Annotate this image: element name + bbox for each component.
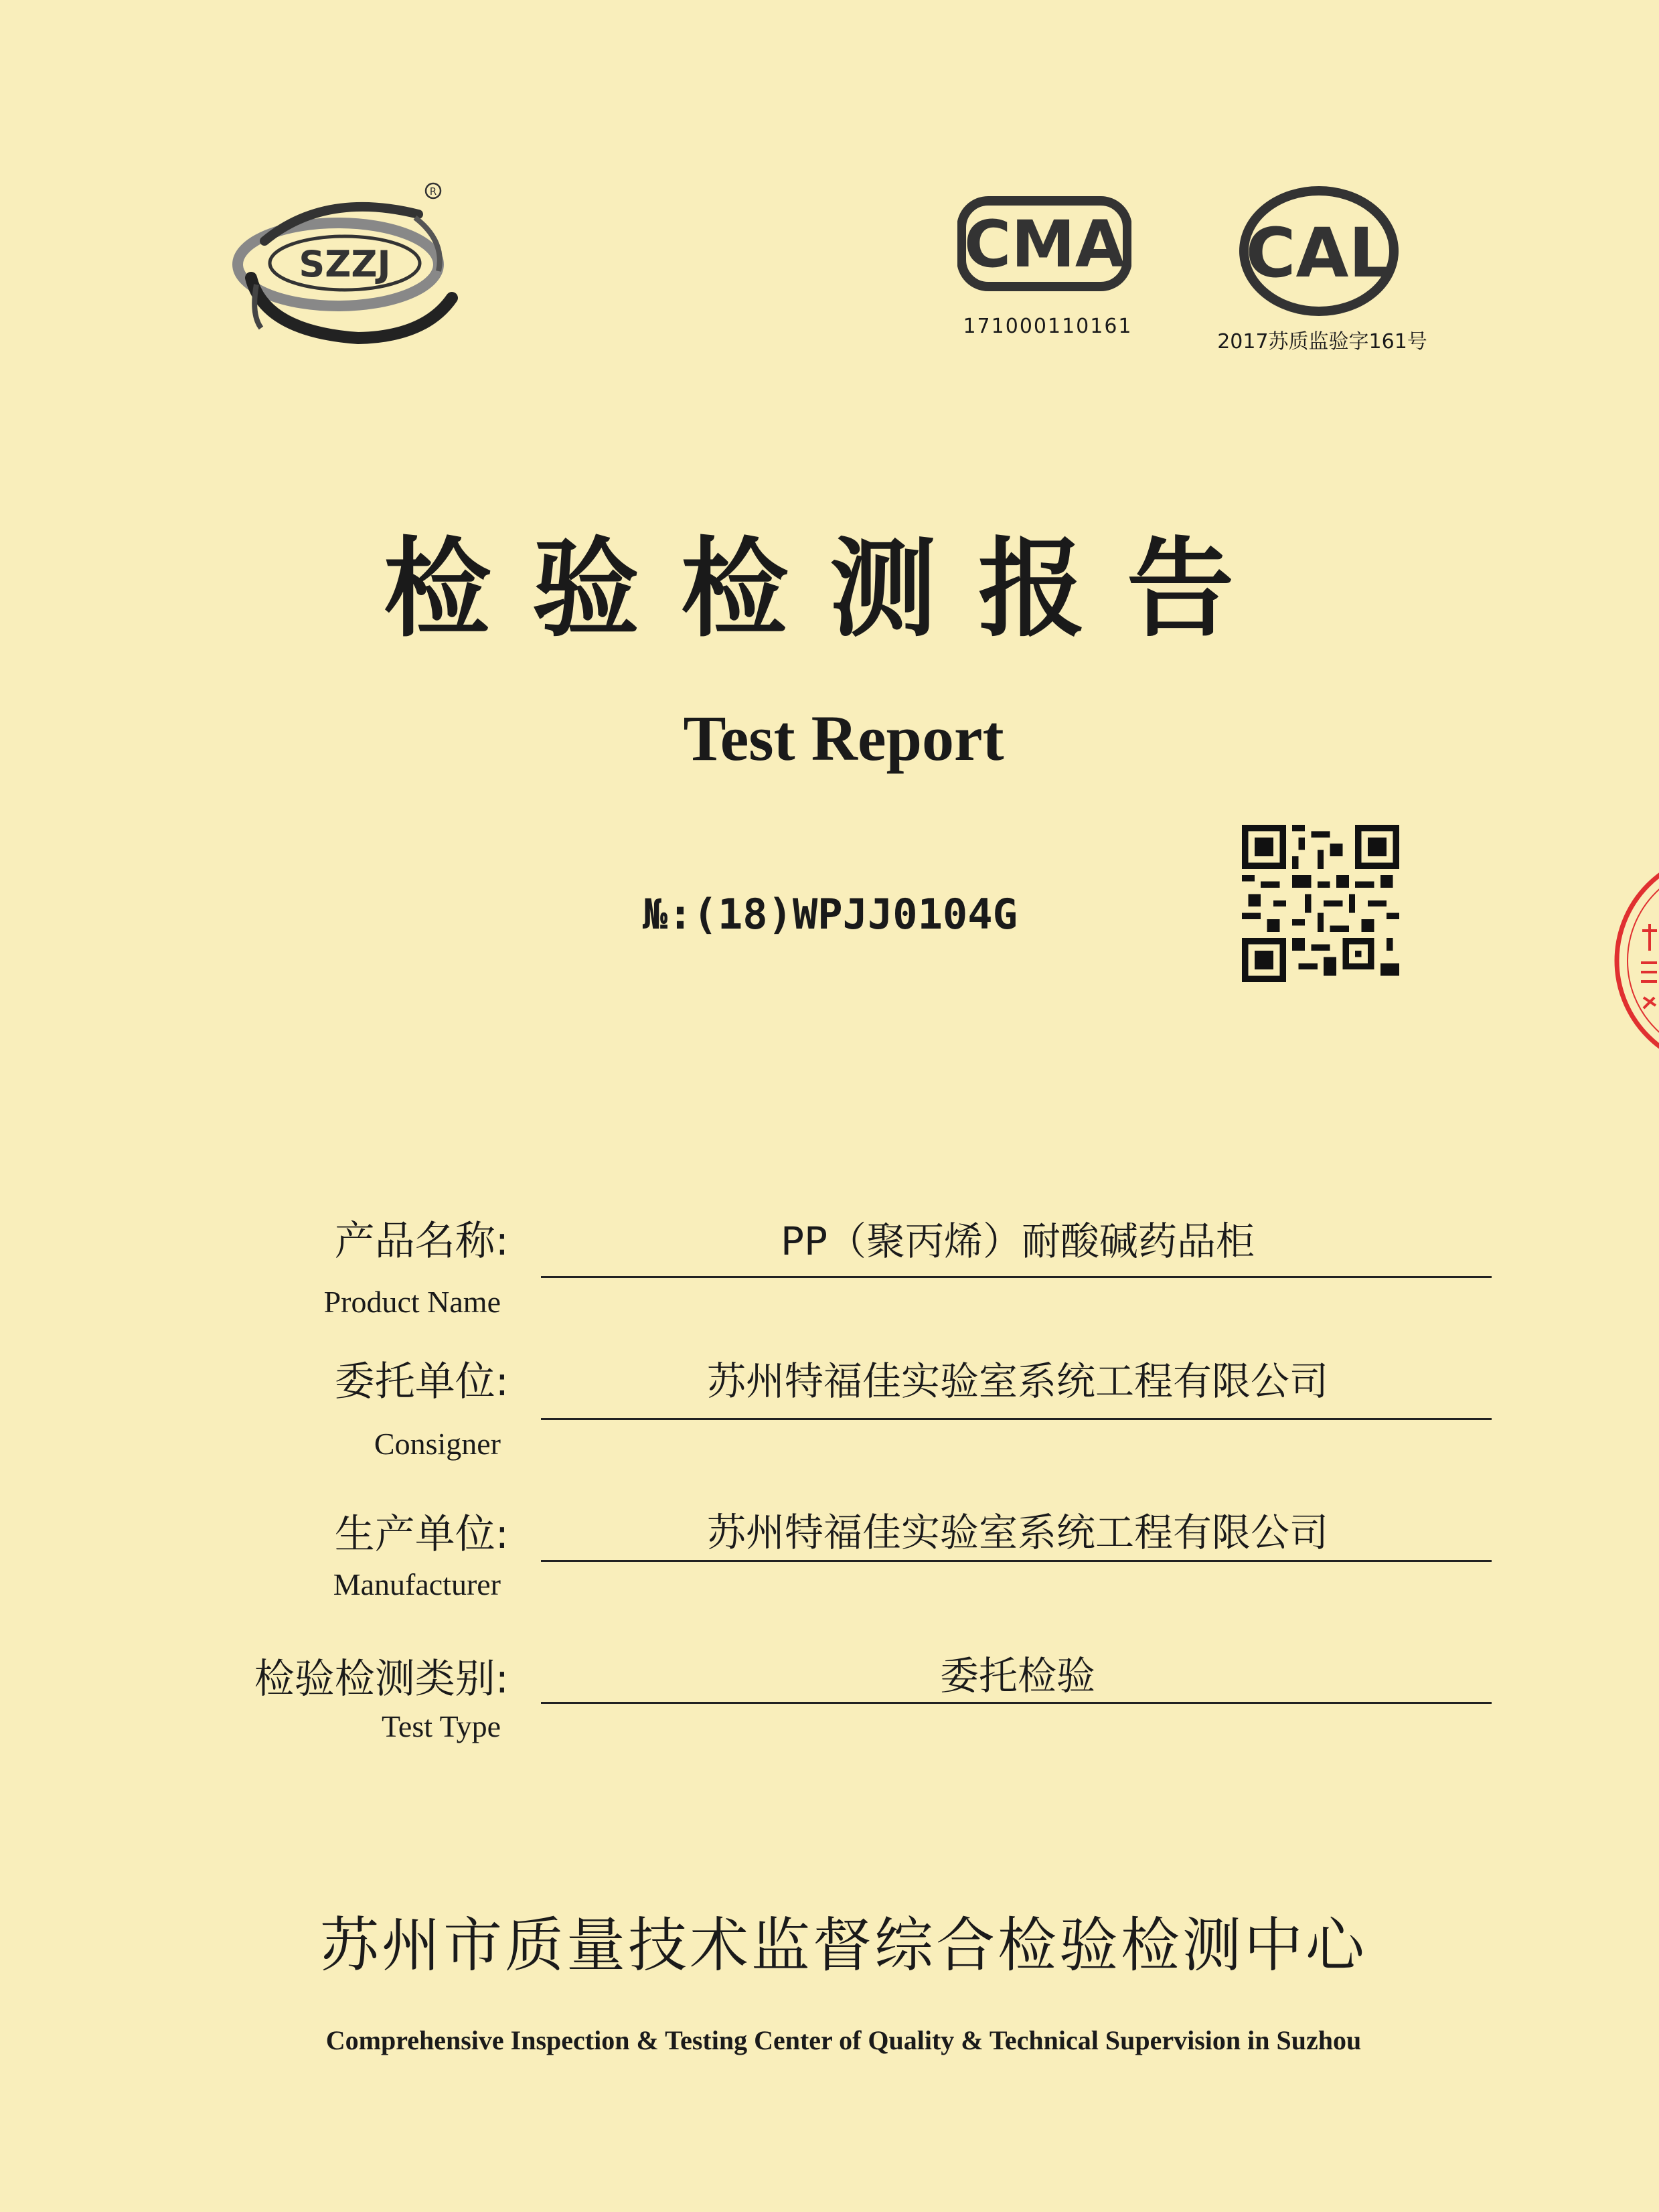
cma-text: CMA — [963, 207, 1125, 282]
qr-code-icon — [1242, 825, 1399, 982]
svg-text:R: R — [429, 185, 437, 198]
product-name-label-en: Product Name — [323, 1285, 501, 1319]
product-name-underline — [541, 1276, 1492, 1278]
consigner-underline — [541, 1418, 1492, 1420]
szzj-logo — [224, 177, 465, 362]
manufacturer-label-en: Manufacturer — [333, 1567, 501, 1601]
consigner-label: 委托单位: — [334, 1358, 509, 1405]
cal-mark — [1235, 184, 1403, 318]
logo-text: SZZJ — [299, 243, 391, 285]
test-type-underline — [541, 1702, 1492, 1704]
manufacturer-label: 生产单位: — [334, 1511, 509, 1558]
organization-name-en: Comprehensive Inspection & Testing Center of Quality & Technical Supervision in Suzhou — [325, 2025, 1362, 2055]
cma-mark — [957, 194, 1131, 295]
product-name-label: 产品名称: — [334, 1218, 509, 1265]
product-name-value: PP（聚丙烯）耐酸碱药品柜 — [781, 1218, 1255, 1264]
cal-number: 2017苏质监验字161号 — [1217, 330, 1427, 353]
report-title-en: Test Report — [683, 702, 1004, 774]
organization-name-cn: 苏州市质量技术监督综合检验检测中心 — [319, 1911, 1367, 1980]
red-seal-stamp-icon — [1610, 850, 1659, 1071]
test-type-label-en: Test Type — [382, 1709, 501, 1743]
cma-number: 171000110161 — [963, 315, 1133, 338]
report-number: №:(18)WPJJ0104G — [643, 890, 1018, 939]
manufacturer-underline — [541, 1560, 1492, 1562]
cal-text: CAL — [1245, 214, 1393, 293]
report-title-cn: 检验检测报告 — [383, 526, 1275, 651]
test-type-label: 检验检测类别: — [254, 1656, 509, 1703]
manufacturer-value: 苏州特福佳实验室系统工程有限公司 — [706, 1510, 1328, 1555]
test-type-value: 委托检验 — [939, 1653, 1095, 1698]
consigner-value: 苏州特福佳实验室系统工程有限公司 — [706, 1358, 1328, 1404]
consigner-label-en: Consigner — [374, 1427, 501, 1461]
